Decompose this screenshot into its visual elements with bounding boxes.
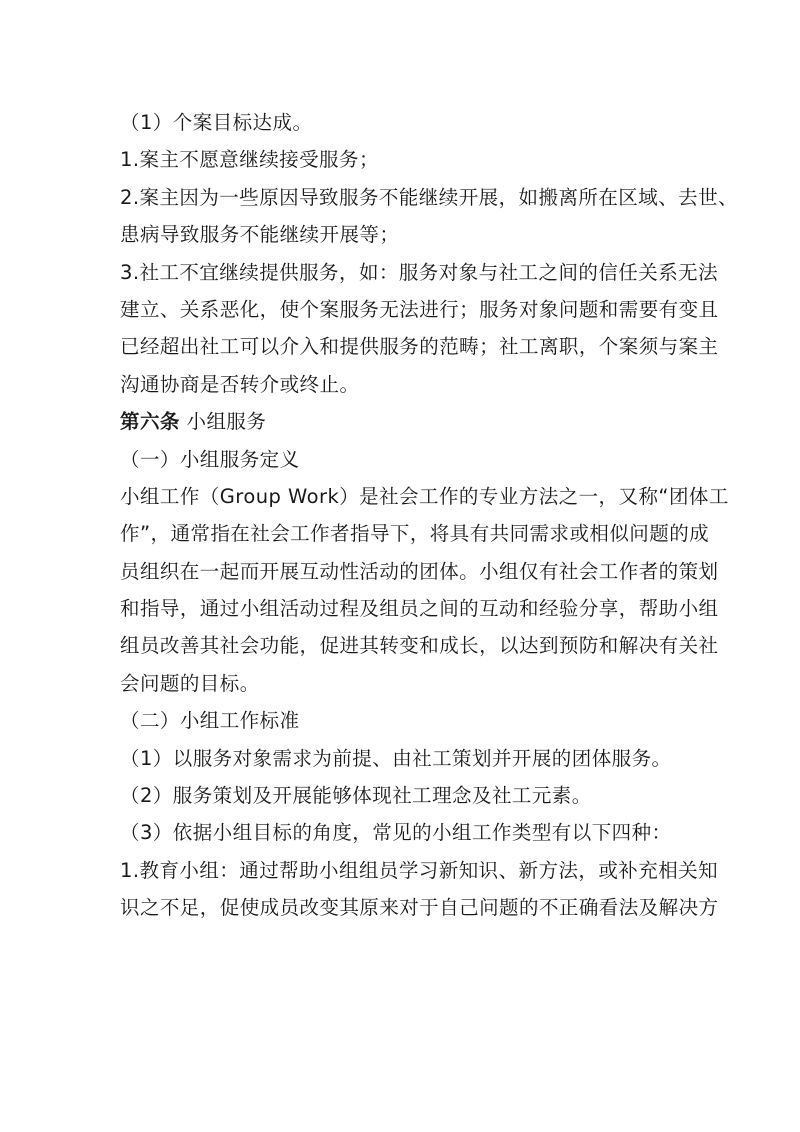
text-line: 会问题的目标。 — [120, 671, 260, 695]
text-line: 2.案主因为一些原因导致服务不能继续开展，如搬离所在区域、去世、 — [120, 185, 739, 209]
text-line: 1.教育小组：通过帮助小组组员学习新知识、新方法，或补充相关知 — [120, 858, 719, 882]
section-heading: （一）小组服务定义 — [120, 447, 300, 471]
text-line: 已经超出社工可以介入和提供服务的范畴；社工离职，个案须与案主 — [120, 335, 719, 359]
text-line: 小组工作（Group Work）是社会工作的专业方法之一，又称“团体工 — [120, 484, 729, 508]
text-line: 员组织在一起而开展互动性活动的团体。小组仅有社会工作者的策划 — [120, 559, 719, 583]
document-body — [120, 104, 739, 927]
text-line: 患病导致服务不能继续开展等； — [120, 223, 400, 247]
text-line: 沟通协商是否转介或终止。 — [120, 372, 360, 396]
text-line: （1）个案目标达成。 — [120, 111, 313, 134]
text-line: 建立、关系恶化，使个案服务无法进行；服务对象问题和需要有变且 — [120, 297, 719, 321]
text-line: 作”，通常指在社会工作者指导下，将具有共同需求或相似问题的成 — [120, 522, 710, 546]
text-line: （2）服务策划及开展能够体现社工理念及社工元素。 — [120, 784, 592, 808]
text-line: 和指导，通过小组活动过程及组员之间的互动和经验分享，帮助小组 — [120, 597, 719, 621]
text-line: 3.社工不宜继续提供服务，如：服务对象与社工之间的信任关系无法 — [120, 260, 719, 284]
text-line: 1.案主不愿意继续接受服务； — [120, 148, 379, 172]
text-line: 识之不足，促使成员改变其原来对于自己问题的不正确看法及解决方 — [120, 896, 719, 920]
article-number: 第六条 — [120, 410, 180, 434]
text-line: （1）以服务对象需求为前提、由社工策划并开展的团体服务。 — [120, 746, 672, 770]
text-line: 组员改善其社会功能，促进其转变和成长，以达到预防和解决有关社 — [120, 634, 719, 658]
article-title: 小组服务 — [179, 410, 267, 434]
article-heading — [120, 403, 695, 440]
section-heading: （二）小组工作标准 — [120, 709, 300, 733]
text-line: （3）依据小组目标的角度，常见的小组工作类型有以下四种： — [120, 821, 672, 845]
